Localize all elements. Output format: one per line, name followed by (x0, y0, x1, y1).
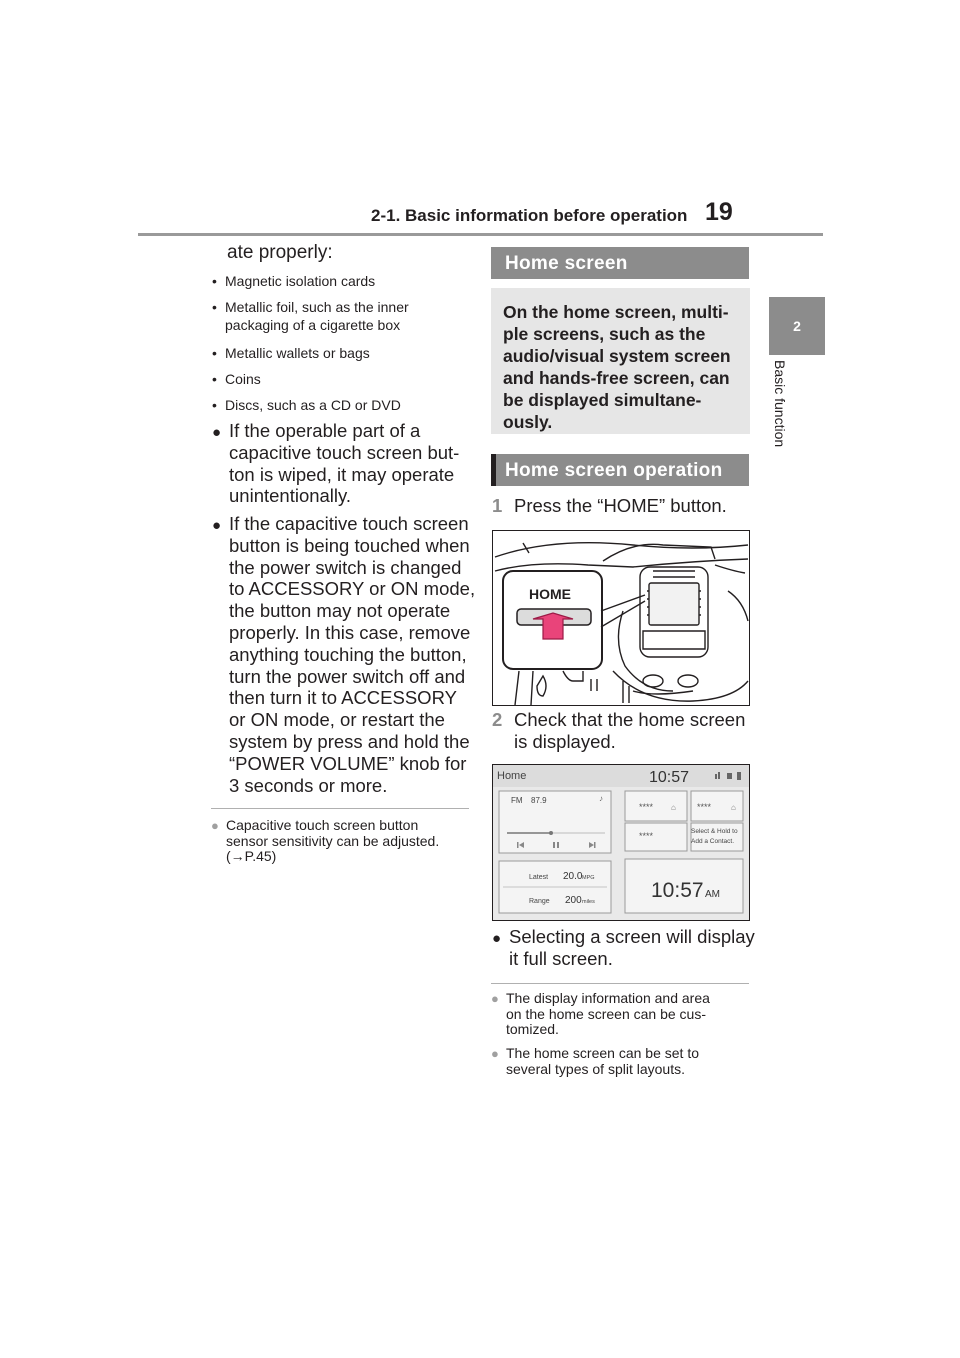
range-unit: miles (582, 899, 595, 905)
continued-text: ate properly: (227, 242, 333, 263)
radio-frequency: 87.9 (531, 796, 547, 805)
step-1 (492, 495, 750, 519)
para-line: system by press and hold the (229, 731, 470, 752)
sub-item: Magnetic isolation cards (225, 273, 376, 289)
contact-hint: Select & Hold to (691, 828, 738, 835)
home-screen-screenshot (492, 764, 750, 921)
intro-line: and hands-free screen, can (503, 368, 730, 388)
sub-item: Metallic foil, such as the inner (225, 299, 409, 315)
contact-slot: **** (697, 802, 712, 812)
para-line: Selecting a screen will display (509, 926, 755, 947)
sub-item: Discs, such as a CD or DVD (225, 397, 401, 413)
para-line: unintentionally. (229, 485, 352, 507)
step-text: Press the “HOME” button. (514, 495, 727, 516)
note-line: The home screen can be set to (506, 1045, 699, 1061)
chapter-label-text: Basic function (772, 360, 788, 448)
bullet-dot: ● (212, 517, 222, 534)
intro-line: be displayed simultane- (503, 390, 702, 410)
intro-line: ously. (503, 412, 553, 432)
intro-line: audio/visual system screen (503, 346, 731, 366)
bullet-paragraph (212, 420, 472, 510)
home-button-label: HOME (529, 586, 571, 602)
step-text: Check that the home screen (514, 709, 746, 730)
contact-hint: Add a Contact. (691, 838, 734, 845)
page-number: 19 (705, 198, 733, 226)
section-heading-text: Home screen (505, 253, 628, 274)
sub-item-list (212, 272, 462, 412)
sub-bullet: • (212, 345, 217, 361)
chapter-tab (769, 297, 825, 355)
header-rule (138, 233, 823, 236)
sub-bullet: • (212, 397, 217, 413)
dashboard-illustration (492, 530, 750, 706)
note-paragraph (491, 1046, 753, 1078)
para-line: it full screen. (509, 947, 613, 969)
section-heading-home-screen-operation (491, 454, 749, 486)
para-line: the button may not operate (229, 600, 451, 622)
running-header: 2-1. Basic information before operation (371, 206, 688, 225)
para-line: button is being touched when (229, 534, 470, 556)
step-2 (492, 709, 750, 755)
intro-line: ple screens, such as the (503, 324, 706, 344)
radio-band: FM (511, 796, 523, 805)
bullet-dot: ● (212, 424, 222, 441)
sub-bullet: • (212, 299, 217, 315)
latest-value: 20.0 (563, 871, 583, 882)
sub-bullet: • (212, 273, 217, 289)
screen-title: Home (497, 770, 527, 782)
sub-item: Metallic wallets or bags (225, 345, 370, 361)
status-icons (715, 772, 741, 780)
para-line: capacitive touch screen but- (229, 441, 460, 463)
note-rule (491, 983, 749, 984)
home-screen-drawing (493, 765, 749, 920)
intro-line: On the home screen, multi- (503, 302, 729, 322)
note-paragraph (211, 818, 473, 868)
note-line: (→P.45) (226, 848, 277, 864)
para-line: or ON mode, or restart the (229, 709, 445, 731)
range-label: Range (529, 898, 550, 905)
note-line: several types of split layouts. (506, 1060, 685, 1077)
note-line: The display information and area (506, 990, 710, 1006)
chapter-tab-label (768, 360, 792, 480)
para-line: If the operable part of a (229, 420, 421, 441)
latest-label: Latest (529, 874, 549, 881)
section-heading-home-screen (491, 247, 749, 279)
note-rule (211, 808, 469, 809)
step-number: 1 (492, 495, 503, 516)
para-line: turn the power switch off and (229, 665, 466, 687)
intro-box (491, 288, 750, 434)
latest-unit: MPG (582, 875, 595, 881)
bullet-dot: ● (492, 930, 502, 947)
para-line: 3 seconds or more. (229, 774, 388, 796)
chapter-number: 2 (793, 318, 801, 334)
contact-slot: **** (639, 831, 654, 841)
favorite-icon: ⌂ (671, 803, 676, 812)
step-text: is displayed. (514, 731, 616, 752)
note-line: tomized. (506, 1021, 559, 1037)
note-dot: ● (491, 991, 499, 1006)
step-number: 2 (492, 709, 503, 730)
contact-slot: **** (639, 802, 654, 812)
note-line: on the home screen can be cus- (506, 1005, 707, 1022)
sub-item-cont: packaging of a cigarette box (225, 317, 401, 333)
para-line: “POWER VOLUME” knob for (229, 752, 467, 774)
sub-item: Coins (225, 371, 261, 387)
para-line: anything touching the button, (229, 643, 467, 665)
favorite-icon: ⌂ (731, 803, 736, 812)
bullet-paragraph (212, 513, 474, 803)
big-clock: 10:57 (651, 879, 704, 902)
para-line: ton is wiped, it may operate (229, 463, 455, 485)
screen-clock: 10:57 (649, 769, 690, 786)
sub-bullet: • (212, 371, 217, 387)
para-line: to ACCESSORY or ON mode, (229, 578, 476, 600)
note-dot: ● (491, 1046, 499, 1061)
dashboard-drawing (493, 531, 749, 705)
para-line: the power switch is changed (229, 556, 462, 578)
bullet-paragraph (492, 926, 754, 972)
music-note-icon: ♪ (599, 794, 603, 803)
range-value: 200 (565, 895, 582, 906)
note-paragraph (491, 991, 753, 1039)
para-line: properly. In this case, remove (229, 622, 471, 643)
heading-accent-bar (491, 454, 496, 486)
note-line: sensor sensitivity can be adjusted. (226, 832, 440, 849)
para-line: then turn it to ACCESSORY (229, 687, 457, 709)
section-heading-text: Home screen operation (505, 460, 723, 481)
note-dot: ● (211, 818, 219, 833)
para-line: If the capacitive touch screen (229, 513, 469, 534)
note-line: Capacitive touch screen button (226, 817, 419, 833)
am-pm: AM (705, 889, 720, 900)
